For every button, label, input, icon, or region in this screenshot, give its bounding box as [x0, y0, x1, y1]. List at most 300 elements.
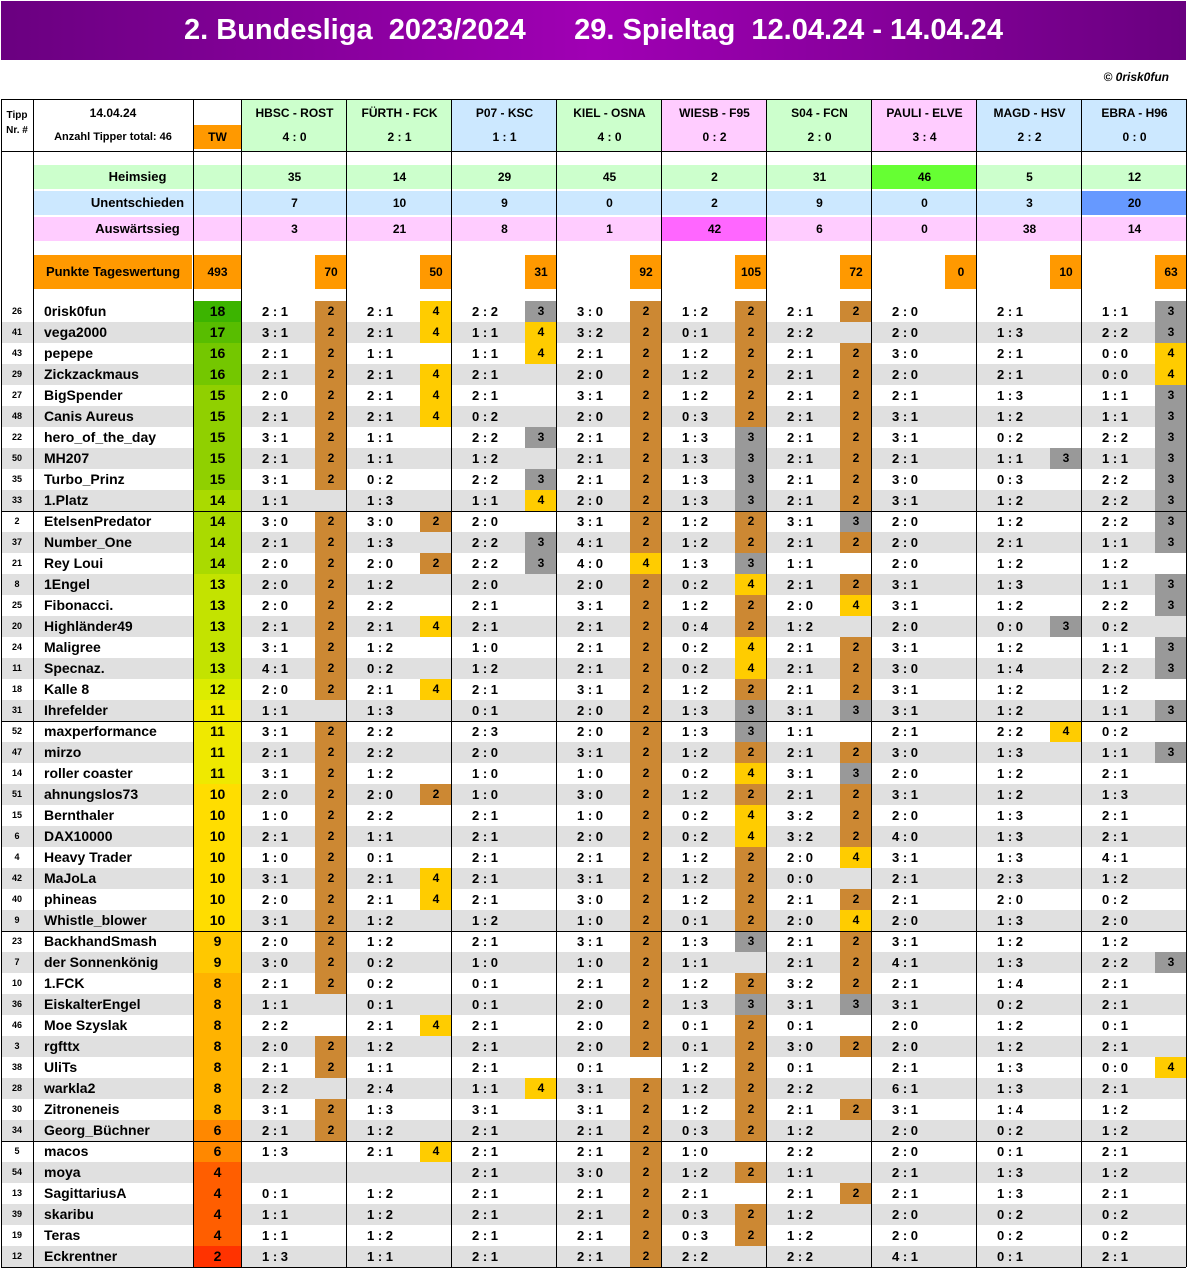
player-rank: 21	[11, 558, 22, 568]
player-tip: 2 : 1	[786, 535, 813, 550]
player-rank: 38	[11, 1062, 22, 1072]
player-tw: 15	[194, 469, 241, 490]
player-tip: 1 : 2	[681, 346, 708, 361]
player-rank: 9	[14, 915, 20, 925]
player-tw: 15	[194, 448, 241, 469]
player-tip: 3 : 1	[891, 430, 918, 445]
grid-line	[871, 99, 872, 1267]
player-tip: 3 : 0	[261, 514, 288, 529]
tip-points: 4	[525, 490, 557, 511]
player-tip: 0 : 2	[1101, 619, 1128, 634]
player-tip: 2 : 0	[261, 388, 288, 403]
tip-points: 4	[420, 301, 452, 322]
player-tip: 2 : 1	[786, 367, 813, 382]
heim-count: 5	[977, 165, 1082, 189]
tip-points: 4	[735, 826, 767, 847]
player-tip: 2 : 2	[1101, 430, 1128, 445]
player-tip: 1 : 2	[681, 787, 708, 802]
player-tip: 1 : 3	[261, 1249, 288, 1264]
player-tip: 1 : 2	[996, 409, 1023, 424]
player-tip: 2 : 2	[1101, 661, 1128, 676]
tip-points: 2	[735, 1036, 767, 1057]
player-rank: 54	[11, 1167, 22, 1177]
tip-points: 3	[1155, 406, 1187, 427]
tip-points: 3	[1155, 658, 1187, 679]
grid-line	[1, 99, 2, 1267]
tip-points: 4	[420, 889, 452, 910]
player-tip: 2 : 1	[786, 388, 813, 403]
player-tip: 1 : 3	[366, 1102, 393, 1117]
player-tip: 2 : 1	[786, 661, 813, 676]
player-tip: 1 : 3	[681, 556, 708, 571]
player-rank: 42	[11, 873, 22, 883]
player-tip: 2 : 1	[576, 619, 603, 634]
player-tip: 2 : 0	[891, 1123, 918, 1138]
player-tip: 1 : 2	[1101, 1123, 1128, 1138]
player-tip: 2 : 2	[471, 556, 498, 571]
player-tip: 3 : 1	[576, 934, 603, 949]
player-tip: 0 : 0	[1101, 1060, 1128, 1075]
player-name: Zickzackmaus	[44, 366, 139, 382]
player-tip: 1 : 2	[996, 1039, 1023, 1054]
tip-points: 3	[1155, 700, 1187, 721]
tip-points: 2	[735, 1078, 767, 1099]
player-tip: 6 : 1	[891, 1081, 918, 1096]
player-tip: 1 : 3	[996, 1186, 1023, 1201]
player-tip: 1 : 1	[1101, 535, 1128, 550]
grid-line	[346, 99, 347, 1267]
player-rank: 10	[11, 978, 22, 988]
tip-points: 3	[735, 721, 767, 742]
player-tip: 1 : 1	[366, 1060, 393, 1075]
player-tip: 1 : 3	[996, 955, 1023, 970]
tip-points: 4	[420, 364, 452, 385]
player-rank: 14	[11, 768, 22, 778]
player-rank: 34	[11, 1125, 22, 1135]
player-tip: 2 : 1	[471, 1165, 498, 1180]
player-tip: 2 : 2	[996, 724, 1023, 739]
player-tip: 1 : 1	[786, 556, 813, 571]
player-rank: 41	[11, 327, 22, 337]
player-tip: 2 : 0	[891, 913, 918, 928]
match-result: 0 : 0	[1122, 130, 1147, 144]
player-tip: 1 : 2	[681, 1060, 708, 1075]
tip-points: 2	[315, 826, 347, 847]
player-tip: 1 : 3	[996, 388, 1023, 403]
tip-points: 2	[630, 1225, 662, 1246]
tip-points: 2	[840, 1036, 872, 1057]
tip-points: 2	[630, 1246, 662, 1267]
player-tip: 0 : 1	[1101, 1018, 1128, 1033]
tip-points: 3	[1155, 574, 1187, 595]
tip-points: 2	[840, 490, 872, 511]
player-tip: 1 : 2	[366, 1228, 393, 1243]
player-tip: 1 : 0	[576, 955, 603, 970]
tip-points: 2	[630, 406, 662, 427]
grid-line	[1, 511, 1186, 512]
tip-points: 2	[735, 679, 767, 700]
player-tip: 2 : 0	[261, 1039, 288, 1054]
player-name: der Sonnenkönig	[44, 954, 159, 970]
player-tip: 0 : 2	[996, 1207, 1023, 1222]
player-tip: 3 : 1	[261, 724, 288, 739]
player-tip: 2 : 1	[471, 1018, 498, 1033]
player-name: Highländer49	[44, 618, 133, 634]
player-tip: 1 : 2	[471, 451, 498, 466]
tip-points: 2	[315, 889, 347, 910]
player-tw: 10	[194, 868, 241, 889]
match-name: S04 - FCN	[791, 106, 848, 120]
player-tip: 1 : 2	[996, 598, 1023, 613]
player-name: hero_of_the_day	[44, 429, 157, 445]
player-tip: 1 : 1	[261, 997, 288, 1012]
player-tip: 1 : 3	[681, 451, 708, 466]
tip-points: 4	[735, 637, 767, 658]
player-tip: 1 : 2	[996, 703, 1023, 718]
heim-count: 45	[557, 165, 662, 189]
player-tip: 2 : 1	[471, 1060, 498, 1075]
player-tip: 0 : 2	[681, 808, 708, 823]
player-name: Ihrefelder	[44, 702, 108, 718]
tip-points: 2	[630, 1099, 662, 1120]
player-tip: 1 : 1	[261, 1228, 288, 1243]
player-tip: 3 : 1	[576, 598, 603, 613]
player-tip: 1 : 1	[786, 1165, 813, 1180]
player-tw: 10	[194, 910, 241, 931]
tip-points: 2	[315, 532, 347, 553]
tip-points: 3	[1155, 490, 1187, 511]
player-tip: 2 : 1	[471, 1039, 498, 1054]
player-rank: 51	[11, 789, 22, 799]
player-tip: 1 : 1	[1101, 304, 1128, 319]
player-tw: 15	[194, 406, 241, 427]
player-name: 1.FCK	[44, 975, 85, 991]
match-name: PAULI - ELVE	[886, 106, 963, 120]
player-tip: 1 : 2	[681, 1165, 708, 1180]
tip-points: 3	[525, 532, 557, 553]
tip-points: 2	[735, 910, 767, 931]
player-tip: 0 : 1	[471, 703, 498, 718]
tip-points: 3	[1050, 616, 1082, 637]
player-tip: 1 : 0	[576, 808, 603, 823]
player-tip: 4 : 1	[576, 535, 603, 550]
player-tip: 0 : 1	[366, 850, 393, 865]
tip-points: 2	[630, 952, 662, 973]
player-tip: 1 : 2	[786, 1228, 813, 1243]
unent-count: 20	[1082, 191, 1187, 215]
player-name: Kalle 8	[44, 681, 90, 697]
player-tip: 0 : 1	[366, 997, 393, 1012]
player-tip: 2 : 1	[786, 682, 813, 697]
player-tip: 2 : 0	[891, 619, 918, 634]
unent-count: 0	[557, 191, 662, 215]
player-name: moya	[44, 1164, 81, 1180]
tip-points: 3	[1155, 427, 1187, 448]
match-result: 4 : 0	[597, 130, 622, 144]
player-tip	[242, 1162, 308, 1183]
player-tip: 3 : 1	[576, 1102, 603, 1117]
player-tip: 1 : 2	[996, 556, 1023, 571]
player-tip: 0 : 1	[996, 1249, 1023, 1264]
player-tw: 8	[194, 1099, 241, 1120]
tip-points: 2	[630, 322, 662, 343]
tip-points: 3	[1155, 469, 1187, 490]
player-tip: 2 : 1	[366, 682, 393, 697]
player-tw: 8	[194, 1078, 241, 1099]
ausw-count: 1	[557, 217, 662, 241]
tip-points: 2	[840, 448, 872, 469]
player-tip: 2 : 1	[261, 346, 288, 361]
tip-points: 2	[735, 364, 767, 385]
player-rank: 6	[14, 831, 20, 841]
tip-points: 4	[420, 1141, 452, 1162]
player-tip: 3 : 0	[891, 346, 918, 361]
tip-points: 2	[630, 595, 662, 616]
tip-points: 2	[315, 910, 347, 931]
player-tip: 2 : 0	[576, 724, 603, 739]
player-tip: 3 : 1	[261, 430, 288, 445]
player-name: 1Engel	[44, 576, 90, 592]
player-tip: 2 : 0	[576, 703, 603, 718]
player-tip: 1 : 2	[366, 1186, 393, 1201]
player-tip: 2 : 2	[261, 1081, 288, 1096]
tip-points: 2	[315, 1057, 347, 1078]
tip-points: 2	[630, 301, 662, 322]
player-rank: 22	[11, 432, 22, 442]
player-tip: 2 : 1	[996, 367, 1023, 382]
player-tip: 0 : 4	[681, 619, 708, 634]
tip-points: 3	[735, 490, 767, 511]
player-tip: 2 : 0	[891, 1039, 918, 1054]
ausw-count: 42	[662, 217, 767, 241]
player-tip: 3 : 0	[261, 955, 288, 970]
player-tip: 0 : 0	[1101, 346, 1128, 361]
player-tip: 2 : 1	[891, 976, 918, 991]
player-tip: 2 : 1	[366, 388, 393, 403]
player-tip: 3 : 1	[261, 325, 288, 340]
player-tip: 3 : 2	[786, 976, 813, 991]
grid-line	[241, 99, 242, 1267]
player-name: Georg_Büchner	[44, 1122, 150, 1138]
player-tip: 0 : 3	[996, 472, 1023, 487]
tip-points: 2	[315, 658, 347, 679]
player-name: Number_One	[44, 534, 132, 550]
player-tip: 2 : 1	[786, 451, 813, 466]
grid-line	[451, 99, 452, 1267]
player-tip: 2 : 1	[786, 745, 813, 760]
player-name: Maligree	[44, 639, 101, 655]
tip-points: 3	[1155, 532, 1187, 553]
tip-points: 3	[840, 700, 872, 721]
player-tip: 3 : 0	[576, 304, 603, 319]
player-tip: 2 : 2	[261, 1018, 288, 1033]
player-tip: 2 : 1	[996, 346, 1023, 361]
player-tw: 13	[194, 574, 241, 595]
player-name: Whistle_blower	[44, 912, 147, 928]
tip-points: 2	[315, 973, 347, 994]
tip-points: 2	[315, 637, 347, 658]
tip-points: 2	[840, 679, 872, 700]
player-tw: 8	[194, 973, 241, 994]
player-rank: 8	[14, 579, 20, 589]
tip-points: 4	[420, 616, 452, 637]
match-punkte: 92	[630, 255, 662, 289]
ausw-count: 8	[452, 217, 557, 241]
player-tip: 2 : 0	[261, 787, 288, 802]
tip-points: 2	[735, 1204, 767, 1225]
player-tip: 2 : 1	[576, 346, 603, 361]
tip-points: 4	[525, 1078, 557, 1099]
tip-points: 3	[1155, 448, 1187, 469]
match-result: 4 : 0	[282, 130, 307, 144]
player-tip: 1 : 2	[366, 913, 393, 928]
player-tip: 1 : 3	[366, 703, 393, 718]
player-tip: 2 : 1	[1101, 808, 1128, 823]
grid-line	[1, 721, 1186, 722]
player-tip: 3 : 1	[576, 1081, 603, 1096]
player-tip: 2 : 1	[786, 934, 813, 949]
player-tip: 2 : 1	[471, 850, 498, 865]
player-tip: 1 : 4	[996, 976, 1023, 991]
player-tip: 2 : 1	[471, 829, 498, 844]
player-tip: 1 : 3	[996, 1165, 1023, 1180]
player-tip: 1 : 1	[1101, 388, 1128, 403]
player-tip: 2 : 1	[261, 976, 288, 991]
player-tip: 1 : 3	[996, 808, 1023, 823]
player-tip: 2 : 0	[786, 850, 813, 865]
player-name: BigSpender	[44, 387, 123, 403]
player-tip: 0 : 1	[681, 1018, 708, 1033]
tip-points: 2	[630, 1015, 662, 1036]
player-tip: 2 : 2	[1101, 955, 1128, 970]
tip-points: 2	[315, 1120, 347, 1141]
player-tip: 3 : 1	[891, 682, 918, 697]
player-tip: 2 : 3	[471, 724, 498, 739]
player-tip: 1 : 2	[1101, 556, 1128, 571]
player-tw: 14	[194, 553, 241, 574]
player-rank: 15	[11, 810, 22, 820]
tip-points: 2	[735, 1162, 767, 1183]
player-tip: 1 : 2	[471, 661, 498, 676]
player-name: Rey Loui	[44, 555, 104, 571]
player-tip: 2 : 1	[681, 1186, 708, 1201]
player-tw: 18	[194, 301, 241, 322]
player-tip: 1 : 2	[681, 682, 708, 697]
player-tw: 8	[194, 1015, 241, 1036]
tip-points: 2	[630, 721, 662, 742]
tip-points: 2	[315, 364, 347, 385]
player-tip: 0 : 1	[576, 1060, 603, 1075]
tip-points: 3	[1155, 742, 1187, 763]
player-tw: 6	[194, 1141, 241, 1162]
player-tip: 1 : 2	[681, 871, 708, 886]
tip-points: 2	[735, 595, 767, 616]
player-tip: 1 : 2	[681, 745, 708, 760]
player-tip: 2 : 1	[576, 661, 603, 676]
player-tip: 0 : 1	[681, 1039, 708, 1054]
player-tip: 0 : 1	[471, 997, 498, 1012]
player-rank: 47	[11, 747, 22, 757]
grid-line	[766, 99, 767, 1267]
match-punkte: 70	[315, 255, 347, 289]
unent-count: 9	[767, 191, 872, 215]
player-tip: 2 : 1	[366, 325, 393, 340]
player-tip: 1 : 2	[366, 766, 393, 781]
tip-points: 3	[1155, 511, 1187, 532]
player-tip: 1 : 3	[681, 724, 708, 739]
tip-points: 2	[840, 574, 872, 595]
player-name: maxperformance	[44, 723, 157, 739]
tip-points: 3	[525, 469, 557, 490]
tip-points: 2	[630, 469, 662, 490]
match-punkte: 50	[420, 255, 452, 289]
player-name: EtelsenPredator	[44, 513, 152, 529]
player-tip: 2 : 1	[1101, 1249, 1128, 1264]
player-tip: 0 : 2	[996, 1123, 1023, 1138]
player-tip: 2 : 1	[576, 1144, 603, 1159]
player-rank: 30	[11, 1104, 22, 1114]
player-tip: 2 : 2	[366, 808, 393, 823]
player-tip: 2 : 1	[366, 1018, 393, 1033]
player-tip: 2 : 1	[1101, 1144, 1128, 1159]
player-tip: 2 : 1	[366, 619, 393, 634]
player-tip: 1 : 2	[471, 913, 498, 928]
player-tip: 2 : 1	[786, 892, 813, 907]
tip-points: 4	[420, 406, 452, 427]
player-tip: 2 : 1	[261, 535, 288, 550]
tip-points: 2	[315, 385, 347, 406]
tip-points: 2	[315, 742, 347, 763]
player-tw: 17	[194, 322, 241, 343]
player-tip: 2 : 3	[996, 871, 1023, 886]
player-tip: 0 : 2	[681, 829, 708, 844]
player-tip: 1 : 3	[261, 1144, 288, 1159]
grid-line	[1081, 99, 1082, 1267]
player-name: DAX10000	[44, 828, 113, 844]
player-name: EiskalterEngel	[44, 996, 141, 1012]
match-punkte: 63	[1155, 255, 1187, 289]
player-tip: 2 : 1	[891, 1060, 918, 1075]
player-tip: 1 : 2	[366, 1123, 393, 1138]
tip-points: 2	[735, 532, 767, 553]
player-tip: 3 : 0	[576, 892, 603, 907]
player-tip: 2 : 0	[366, 556, 393, 571]
player-tip: 2 : 1	[471, 1228, 498, 1243]
tip-points: 2	[735, 1120, 767, 1141]
tip-points: 2	[315, 406, 347, 427]
tip-points: 3	[735, 931, 767, 952]
player-tip: 2 : 1	[471, 619, 498, 634]
player-tip: 2 : 1	[786, 640, 813, 655]
player-tw: 15	[194, 427, 241, 448]
tip-points: 2	[840, 658, 872, 679]
tip-points: 2	[315, 469, 347, 490]
player-tip: 2 : 1	[471, 892, 498, 907]
player-tip: 1 : 3	[366, 535, 393, 550]
heim-count: 2	[662, 165, 767, 189]
player-tip: 1 : 2	[681, 304, 708, 319]
player-name: mirzo	[44, 744, 82, 760]
player-tip: 1 : 3	[681, 472, 708, 487]
tip-points: 4	[840, 847, 872, 868]
player-tip: 0 : 2	[996, 997, 1023, 1012]
player-tw: 10	[194, 889, 241, 910]
tip-points: 2	[735, 406, 767, 427]
player-tip: 2 : 0	[366, 787, 393, 802]
player-tip: 3 : 0	[891, 745, 918, 760]
tip-points: 3	[1155, 595, 1187, 616]
player-tip: 0 : 2	[471, 409, 498, 424]
